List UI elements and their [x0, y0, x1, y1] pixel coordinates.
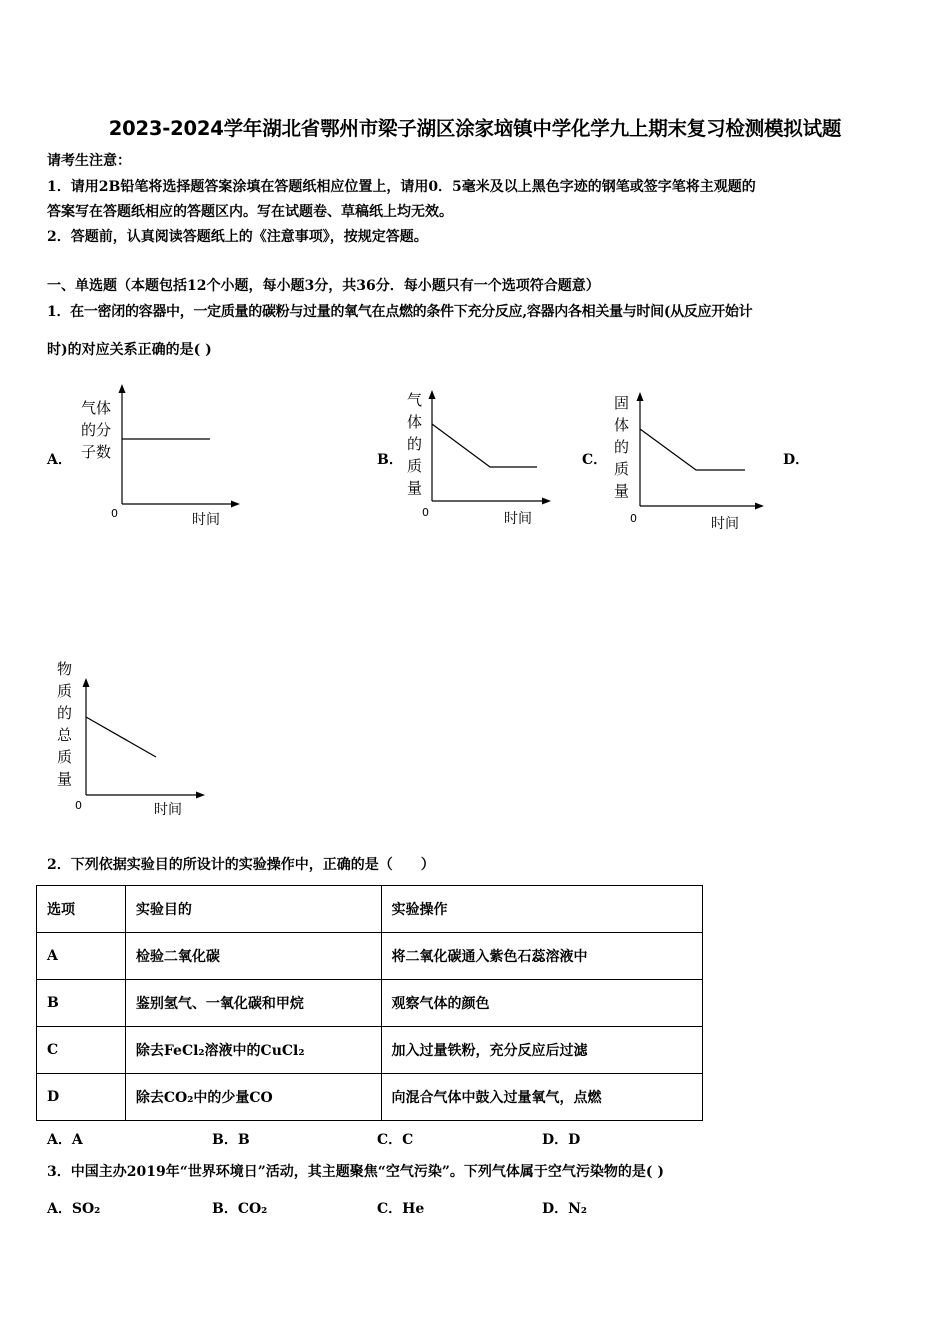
y-axis-label-2: 体: [614, 416, 630, 434]
x-axis-arrow: [542, 498, 551, 505]
y-axis-label-4: 总: [57, 726, 73, 744]
y-axis-label-3: 的: [407, 435, 423, 453]
q3-option-a: A．SO₂: [47, 1201, 101, 1217]
table-row: [37, 1027, 703, 1074]
origin-label: 0: [75, 799, 82, 812]
y-axis-label-5: 质: [57, 748, 73, 766]
row-option: B: [37, 980, 126, 1027]
trend-line: [86, 717, 156, 757]
notice-line-3: 2．答题前，认真阅读答题纸上的《注意事项》，按规定答题。: [47, 229, 428, 245]
x-axis-arrow: [196, 792, 205, 799]
y-axis-label-4: 质: [614, 460, 630, 478]
q2-option-a: A．A: [47, 1132, 83, 1148]
y-axis-label-5: 量: [614, 482, 630, 500]
y-axis-label-3: 的: [614, 438, 630, 456]
y-axis-label-4: 质: [407, 457, 423, 475]
q1-graph-a: [75, 380, 255, 530]
y-axis-label-2: 质: [57, 682, 73, 700]
y-axis-arrow: [119, 384, 126, 393]
q3-option-d: D．N₂: [542, 1201, 588, 1217]
q1-option-b-label: B．: [377, 452, 403, 468]
row-operation: 向混合气体中鼓入过量氧气，点燃: [381, 1074, 703, 1121]
q1-graph-c: [607, 387, 772, 537]
y-axis-label-3: 的: [57, 704, 73, 722]
x-axis-label: 时间: [154, 802, 182, 818]
header-option: 选项: [37, 886, 126, 933]
table-row: [37, 1074, 703, 1121]
q2-option-c: C．C: [377, 1132, 414, 1148]
y-axis-label-2: 体: [407, 413, 423, 431]
y-axis-label-2: 的分: [81, 421, 112, 439]
q1-graph-d: [50, 655, 220, 825]
q2-table: [36, 885, 703, 1121]
y-axis-arrow: [637, 392, 644, 401]
x-axis-arrow: [231, 501, 240, 508]
page-title: 2023-2024学年湖北省鄂州市梁子湖区涂家垴镇中学化学九上期末复习检测模拟试题: [108, 117, 842, 140]
row-option: A: [37, 933, 126, 980]
table-row: [37, 933, 703, 980]
trend-line: [640, 429, 745, 470]
row-goal: 鉴别氢气、一氧化碳和甲烷: [125, 980, 381, 1027]
q1-stem-line-1: 1．在一密闭的容器中，一定质量的碳粉与过量的氧气在点燃的条件下充分反应,容器内各相关量与时间(从反应开始计: [47, 304, 753, 320]
row-operation: 将二氧化碳通入紫色石蕊溶液中: [381, 933, 703, 980]
q1-option-d-label: D．: [783, 452, 810, 468]
header-goal: 实验目的: [125, 886, 381, 933]
origin-label: 0: [111, 507, 118, 520]
row-goal: 除去FeCl₂溶液中的CuCl₂: [125, 1027, 381, 1074]
row-goal: 检验二氧化碳: [125, 933, 381, 980]
row-option: D: [37, 1074, 126, 1121]
q3-option-b: B．CO₂: [212, 1201, 268, 1217]
q1-option-c-label: C．: [582, 452, 608, 468]
y-axis-label-1: 气体: [81, 399, 112, 417]
x-axis-label: 时间: [192, 512, 220, 528]
x-axis-label: 时间: [504, 511, 532, 527]
q3-option-c: C．He: [377, 1201, 425, 1217]
y-axis-arrow: [83, 678, 90, 687]
notice-heading: 请考生注意：: [47, 153, 131, 169]
header-operation: 实验操作: [381, 886, 703, 933]
row-operation: 加入过量铁粉，充分反应后过滤: [381, 1027, 703, 1074]
y-axis-label-1: 气: [407, 391, 423, 409]
section-heading: 一、单选题（本题包括12个小题，每小题3分，共36分．每小题只有一个选项符合题意）: [47, 278, 600, 294]
table-row: [37, 980, 703, 1027]
trend-line: [432, 424, 537, 467]
q1-graph-b: [400, 385, 560, 535]
table-header-row: [37, 886, 703, 933]
y-axis-label-6: 量: [57, 770, 73, 788]
q1-stem-line-2: 时)的对应关系正确的是( ): [47, 342, 212, 358]
q2-stem: 2．下列依据实验目的所设计的实验操作中，正确的是（ ）: [47, 857, 435, 873]
y-axis-label-5: 量: [407, 479, 423, 497]
origin-label: 0: [630, 512, 637, 525]
origin-label: 0: [422, 506, 429, 519]
q3-stem: 3．中国主办2019年“世界环境日”活动，其主题聚焦“空气污染”。下列气体属于空气污染物的是( ): [47, 1164, 665, 1180]
y-axis-label-3: 子数: [81, 443, 112, 461]
q2-option-d: D．D: [542, 1132, 581, 1148]
y-axis-label-1: 物: [57, 660, 73, 678]
row-option: C: [37, 1027, 126, 1074]
x-axis-arrow: [755, 503, 764, 510]
q1-option-a-label: A．: [47, 452, 72, 468]
x-axis-label: 时间: [711, 516, 739, 532]
y-axis-label-1: 固: [614, 394, 630, 412]
notice-line-2: 答案写在答题纸相应的答题区内。写在试题卷、草稿纸上均无效。: [47, 204, 453, 220]
row-operation: 观察气体的颜色: [381, 980, 703, 1027]
notice-line-1: 1．请用2B铅笔将选择题答案涂填在答题纸相应位置上，请用0．5毫米及以上黑色字迹的钢笔或签字笔将主观题的: [47, 179, 756, 195]
q2-option-b: B．B: [212, 1132, 250, 1148]
y-axis-arrow: [429, 390, 436, 399]
row-goal: 除去CO₂中的少量CO: [125, 1074, 381, 1121]
